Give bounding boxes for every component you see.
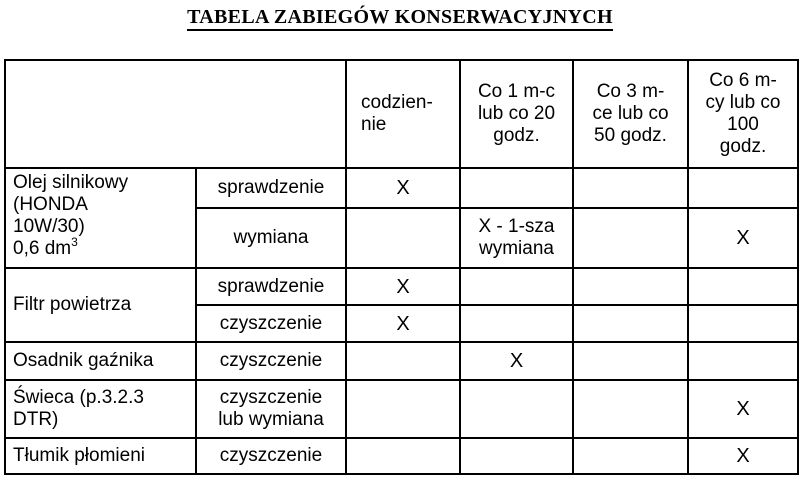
header-6-months-line1: Co 6 m- <box>709 70 777 91</box>
table-row <box>5 438 798 474</box>
carburetor-1-month-mark: X <box>460 342 573 380</box>
item-engine-oil <box>5 168 196 268</box>
header-6-months-line2: cy lub co <box>705 92 781 113</box>
item-spark-plug <box>5 380 196 438</box>
air-clean-daily-mark: X <box>346 305 460 342</box>
air-check-daily-mark: X <box>346 268 460 305</box>
header-daily-line2: nie <box>361 114 387 135</box>
empty-cell <box>573 305 688 342</box>
oil-volume: 0,6 dm <box>13 238 72 259</box>
header-3-months-line3: 50 godz. <box>594 125 667 146</box>
op-air-check: sprawdzenie <box>196 268 346 305</box>
empty-cell <box>573 438 688 474</box>
empty-cell <box>573 380 688 438</box>
spark-plug-6-months-mark: X <box>688 380 798 438</box>
empty-cell <box>573 342 688 380</box>
document-title <box>0 6 800 29</box>
op-flame-arrester-clean: czyszczenie <box>196 438 346 474</box>
item-flame-arrester: Tłumik płomieni <box>5 438 196 474</box>
empty-cell <box>688 342 798 380</box>
oil-change-first-line2: wymiana <box>479 238 554 259</box>
table-row <box>5 342 798 380</box>
oil-change-1-month-mark <box>460 208 573 268</box>
item-carburetor-sediment: Osadnik gaźnika <box>5 342 196 380</box>
oil-check-daily-mark: X <box>346 168 460 208</box>
op-spark-plug-line1: czyszczenie <box>219 387 323 408</box>
empty-cell <box>346 438 460 474</box>
op-spark-plug <box>196 380 346 438</box>
item-engine-oil-line2: (HONDA <box>13 194 88 215</box>
empty-cell <box>573 268 688 305</box>
op-oil-change: wymiana <box>196 208 346 268</box>
header-3-months-line2: ce lub co <box>592 103 669 124</box>
table-row <box>5 168 798 208</box>
empty-cell <box>573 168 688 208</box>
empty-cell <box>346 342 460 380</box>
empty-cell <box>346 208 460 268</box>
empty-cell <box>688 305 798 342</box>
empty-cell <box>346 380 460 438</box>
header-empty-cell <box>5 60 346 168</box>
header-1-month-line2: lub co 20 <box>477 103 556 124</box>
item-engine-oil-line4 <box>13 235 192 261</box>
oil-change-first-line1: X - 1-sza <box>478 216 555 237</box>
empty-cell <box>460 168 573 208</box>
op-carburetor-clean: czyszczenie <box>196 342 346 380</box>
item-spark-plug-line1: Świeca (p.3.2.3 <box>13 387 144 408</box>
header-3-months-line1: Co 3 m- <box>596 81 665 102</box>
empty-cell <box>460 268 573 305</box>
oil-volume-superscript: 3 <box>71 235 78 249</box>
empty-cell <box>460 380 573 438</box>
header-1-month-line1: Co 1 m-c <box>477 81 556 102</box>
table-row <box>5 268 798 305</box>
header-6-months-line3: 100 <box>727 114 759 135</box>
empty-cell <box>460 438 573 474</box>
item-spark-plug-line2: DTR) <box>13 409 59 430</box>
empty-cell <box>573 208 688 268</box>
header-daily <box>346 60 460 168</box>
table-row <box>5 380 798 438</box>
flame-arrester-6-months-mark: X <box>688 438 798 474</box>
op-spark-plug-line2: lub wymiana <box>218 409 324 430</box>
op-oil-check: sprawdzenie <box>196 168 346 208</box>
header-daily-line1: codzien- <box>361 92 433 113</box>
empty-cell <box>460 305 573 342</box>
header-6-months <box>688 60 798 168</box>
empty-cell <box>688 268 798 305</box>
op-air-clean: czyszczenie <box>196 305 346 342</box>
title-text: TABELA ZABIEGÓW KONSERWACYJNYCH <box>187 6 613 31</box>
oil-change-6-months-mark: X <box>688 208 798 268</box>
item-air-filter: Filtr powietrza <box>5 268 196 342</box>
header-3-months <box>573 60 688 168</box>
empty-cell <box>688 168 798 208</box>
item-engine-oil-line1: Olej silnikowy <box>13 172 129 193</box>
header-1-month-line3: godz. <box>493 125 540 146</box>
header-row <box>5 60 798 168</box>
item-engine-oil-line3: 10W/30) <box>13 216 85 237</box>
maintenance-table <box>4 59 799 475</box>
header-1-month <box>460 60 573 168</box>
header-6-months-line4: godz. <box>719 136 767 157</box>
